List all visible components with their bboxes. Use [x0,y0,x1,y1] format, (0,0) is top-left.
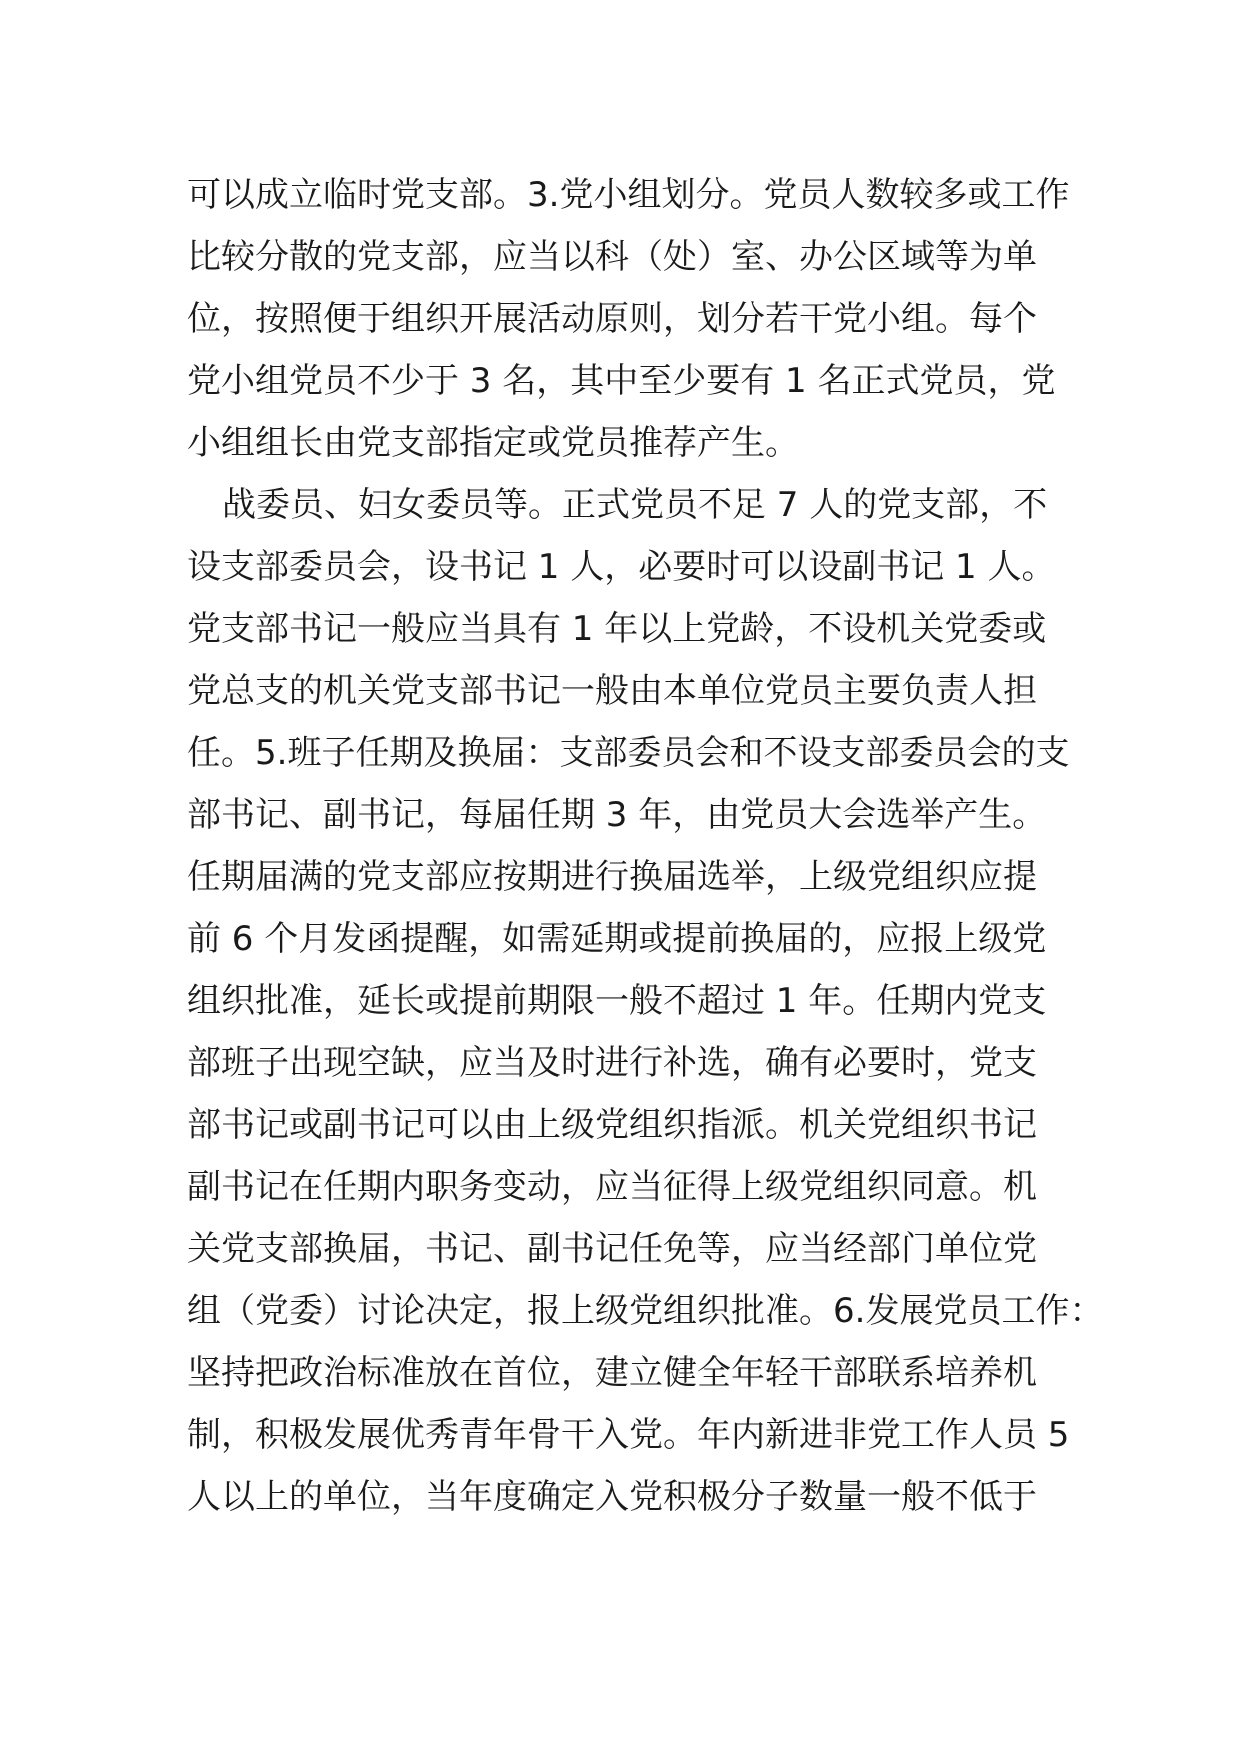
text-line-11: 部书记、副书记，每届任期 3 年，由党员大会选举产生。 [187,795,1047,835]
text-line-19: 组（党委）讨论决定，报上级党组织批准。6.发展党员工作： [187,1291,1104,1331]
text-line-17: 副书记在任期内职务变动，应当征得上级党组织同意。机 [187,1167,1037,1207]
text-line-1: 可以成立临时党支部。3.党小组划分。党员人数较多或工作 [187,175,1070,215]
text-line-21: 制，积极发展优秀青年骨干入党。年内新进非党工作人员 5 [187,1415,1070,1455]
text-line-13: 前 6 个月发函提醒，如需延期或提前换届的，应报上级党 [187,919,1047,959]
text-line-10: 任。5.班子任期及换届：支部委员会和不设支部委员会的支 [187,733,1070,773]
text-line-20: 坚持把政治标准放在首位，建立健全年轻干部联系培养机 [187,1353,1037,1393]
text-line-2: 比较分散的党支部，应当以科（处）室、办公区域等为单 [187,237,1037,277]
text-line-15: 部班子出现空缺，应当及时进行补选，确有必要时，党支 [187,1043,1037,1083]
text-line-22: 人以上的单位，当年度确定入党积极分子数量一般不低于 [187,1477,1037,1517]
text-line-12: 任期届满的党支部应按期进行换届选举，上级党组织应提 [187,857,1037,897]
text-line-8: 党支部书记一般应当具有 1 年以上党龄，不设机关党委或 [187,609,1047,649]
text-line-3: 位，按照便于组织开展活动原则，划分若干党小组。每个 [187,299,1037,339]
text-line-9: 党总支的机关党支部书记一般由本单位党员主要负责人担 [187,671,1037,711]
text-line-14: 组织批准，延长或提前期限一般不超过 1 年。任期内党支 [187,981,1047,1021]
text-line-4: 党小组党员不少于 3 名，其中至少要有 1 名正式党员，党 [187,361,1056,401]
text-line-7: 设支部委员会，设书记 1 人，必要时可以设副书记 1 人。 [187,547,1056,587]
text-line-5: 小组组长由党支部指定或党员推荐产生。 [187,423,799,463]
text-line-6: 战委员、妇女委员等。正式党员不足 7 人的党支部，不 [222,485,1048,525]
text-line-16: 部书记或副书记可以由上级党组织指派。机关党组织书记 [187,1105,1037,1145]
text-line-18: 关党支部换届，书记、副书记任免等，应当经部门单位党 [187,1229,1037,1269]
